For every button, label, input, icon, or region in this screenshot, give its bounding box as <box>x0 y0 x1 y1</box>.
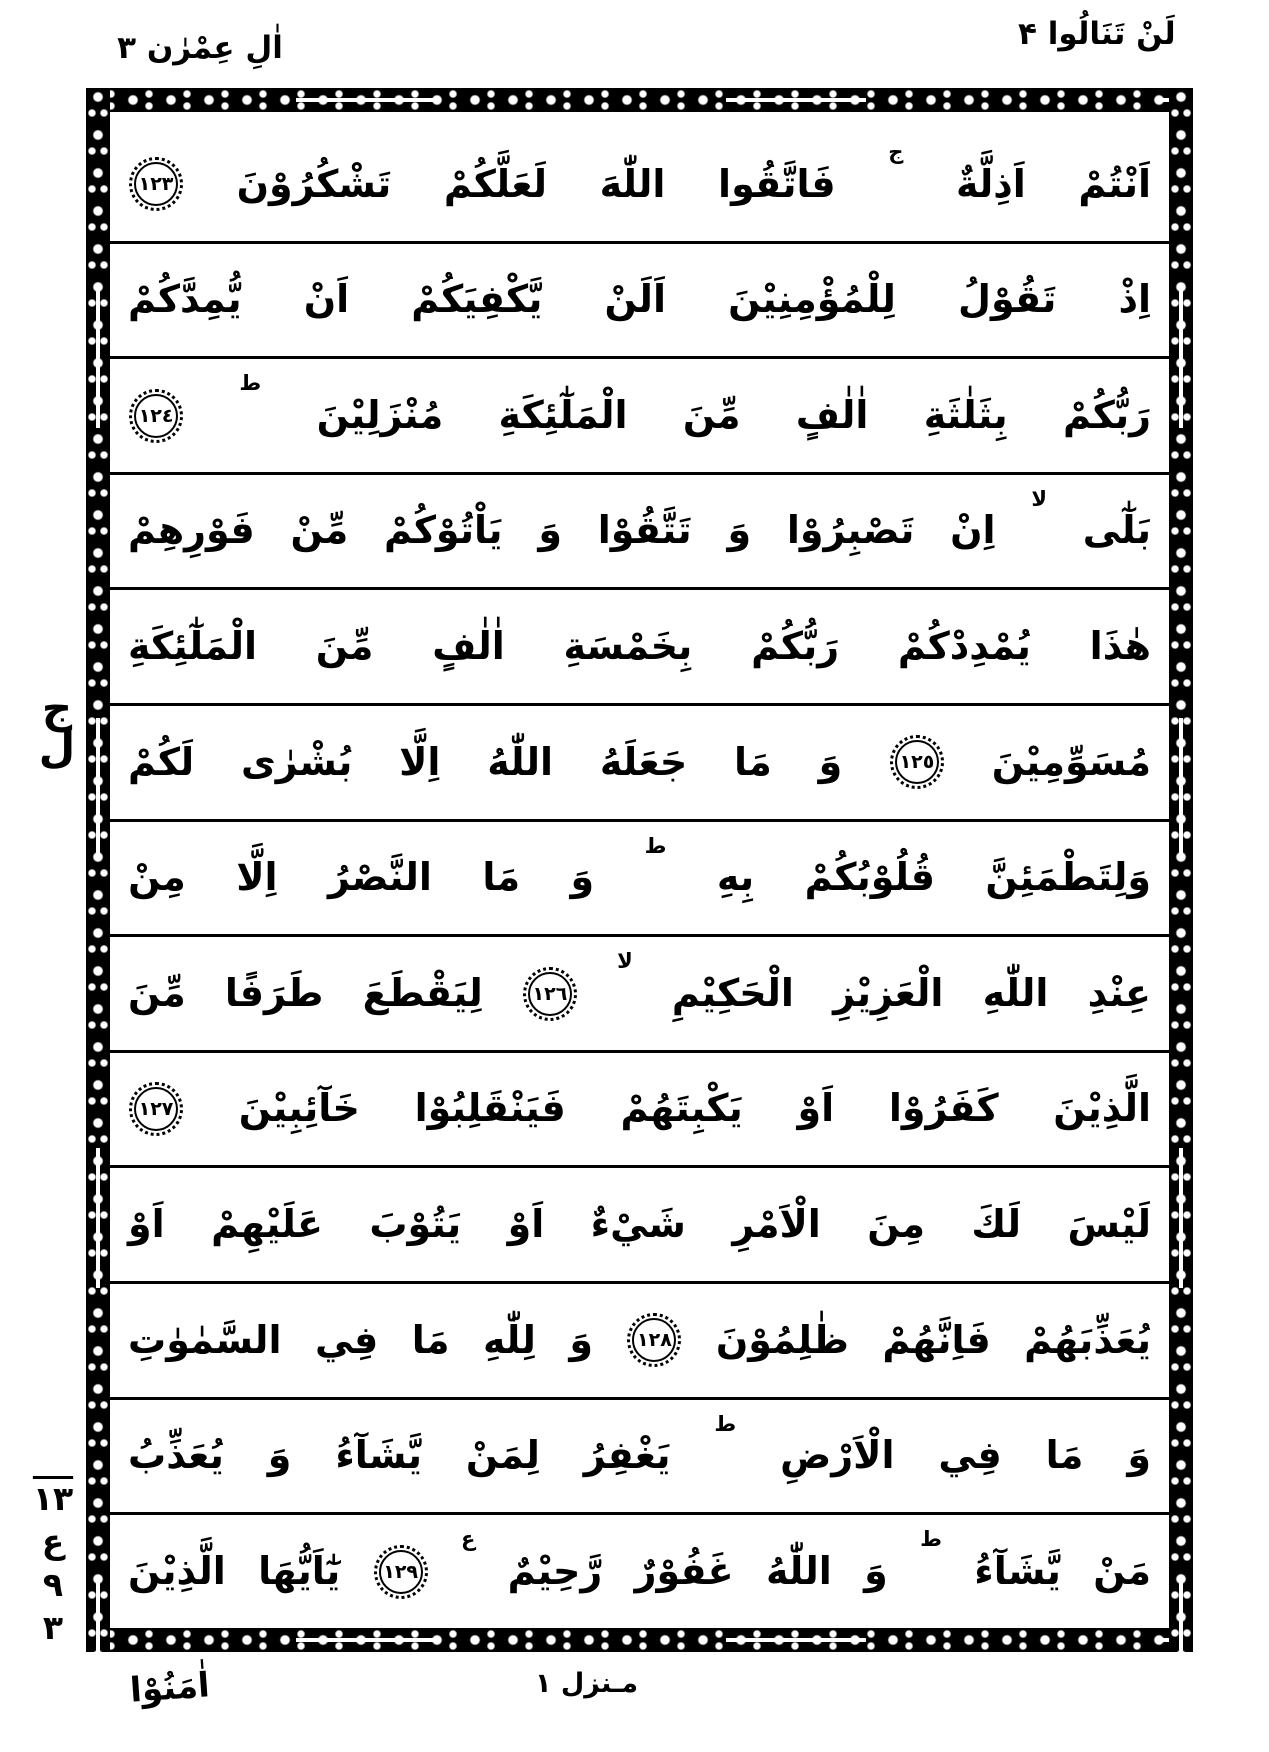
word: لَيْسَ <box>1067 1202 1151 1247</box>
word: بِخَمْسَةِ <box>563 623 693 668</box>
quran-line-10 <box>110 1168 1169 1284</box>
pause-mark: لا <box>1031 486 1047 511</box>
word: عِنْدِ <box>1087 970 1151 1015</box>
word: خَآئِبِيْنَ <box>238 1086 360 1131</box>
word: مَا <box>734 739 772 784</box>
word: وَ <box>538 508 562 553</box>
word: قُلُوْبُكُمْ <box>804 855 935 900</box>
catchword: اٰمَنُوْا <box>128 1665 211 1711</box>
word: اَنْ <box>303 277 350 322</box>
word: اَذِلَّةٌ <box>955 161 1026 206</box>
decorative-frame <box>86 88 1193 1652</box>
word: لِمَنْ <box>465 1433 540 1478</box>
word: وَلِتَطْمَئِنَّ <box>985 855 1151 900</box>
word: مِّنَ <box>128 970 186 1015</box>
word: وَ <box>267 1433 292 1478</box>
word: مِّنَ <box>682 392 741 437</box>
pause-mark: ج <box>888 140 904 164</box>
juz-title: لَنْ تَنَالُوا ۴ <box>1018 16 1176 52</box>
word: لَكُمْ <box>128 739 195 784</box>
quran-line-4 <box>110 475 1169 591</box>
quran-line-3 <box>110 359 1169 475</box>
frame-ornament-bottom <box>86 1628 1193 1652</box>
word: شَيْءٌ <box>590 1202 686 1247</box>
word: مِنْ <box>128 855 186 900</box>
word: يُعَذِّبَهُمْ <box>1024 1317 1151 1362</box>
ayah-number-medallion: ١٢٣ <box>134 162 178 206</box>
word: مَنْ <box>1093 1548 1151 1593</box>
word: النَّصْرُ <box>328 855 432 900</box>
word: فِي <box>938 1433 1002 1478</box>
quran-line-2 <box>110 244 1169 360</box>
word: بَلٰٓى <box>1082 508 1151 553</box>
quran-line-8 <box>110 937 1169 1053</box>
word: كَفَرُوْا <box>888 1086 999 1131</box>
word: بُشْرٰى <box>240 739 353 784</box>
word: يَتُوْبَ <box>369 1202 462 1247</box>
word: يَكْبِتَهُمْ <box>620 1086 743 1131</box>
surah-title: اٰلِ عِمْرٰن ۳ <box>117 30 283 66</box>
word: اِلَّا <box>399 739 441 784</box>
word: الْمَلٰٓئِكَةِ <box>128 623 257 668</box>
word: لِلْمُؤْمِنِيْنَ <box>728 277 896 322</box>
word: يَّكْفِيَكُمْ <box>411 277 543 322</box>
word: الَّذِيْنَ <box>128 1548 226 1593</box>
word: بِهِ <box>716 855 755 900</box>
word: تَتَّقُوْا <box>597 508 692 553</box>
word: الَّذِيْنَ <box>1053 1086 1151 1131</box>
word: ظٰلِمُوْنَ <box>715 1317 849 1362</box>
ayah-number-medallion: ١٢٥ <box>895 740 939 784</box>
word: اَوْ <box>797 1086 835 1131</box>
word: الْاَرْضِ <box>780 1433 895 1478</box>
word: اَنْتُمْ <box>1078 161 1151 206</box>
pause-mark: ع <box>460 1527 476 1552</box>
word: اِنْ <box>950 508 996 553</box>
word: وَ <box>569 1317 593 1362</box>
word: مِّنَ <box>315 623 374 668</box>
word: يَغْفِرُ <box>583 1433 671 1478</box>
ayah-number-medallion: ١٢٨ <box>632 1318 676 1362</box>
word: وَ <box>818 739 843 784</box>
word: لِلّٰهِ <box>483 1317 536 1362</box>
word: مُنْزَلِيْنَ <box>316 392 444 437</box>
word: الْاَمْرِ <box>732 1202 821 1247</box>
word: هٰذَا <box>1089 623 1151 668</box>
word: تَشْكُرُوْنَ <box>236 161 392 206</box>
quran-line-9 <box>110 1053 1169 1169</box>
word: يَّشَآءُ <box>974 1548 1061 1593</box>
ruku-stack-glyph: ٣ <box>42 1607 64 1647</box>
margin-pause-top: ج <box>41 683 73 732</box>
pause-mark: لا <box>617 949 633 974</box>
word: اَلَنْ <box>604 277 666 322</box>
word: اِذْ <box>1118 277 1151 322</box>
quran-line-7 <box>110 822 1169 938</box>
word: السَّمٰوٰتِ <box>128 1317 282 1362</box>
text-rows <box>110 112 1169 1628</box>
word: فَاتَّقُوا <box>718 161 836 206</box>
pause-mark: ط <box>239 371 262 396</box>
frame-ornament-left <box>86 88 110 1652</box>
pause-mark: ط <box>714 1411 737 1436</box>
word: غَفُوْرٌ <box>634 1548 734 1593</box>
word: الْمَلٰٓئِكَةِ <box>498 392 628 437</box>
word: وَ <box>864 1548 888 1593</box>
word: مَا <box>482 855 521 900</box>
quran-line-5 <box>110 590 1169 706</box>
word: فِي <box>314 1317 379 1362</box>
quran-line-1 <box>110 128 1169 244</box>
word: الْحَكِيْمِ <box>671 970 794 1015</box>
frame-ornament-top <box>86 88 1193 112</box>
pause-mark: ط <box>644 833 667 858</box>
word: مِّنْ <box>290 508 349 553</box>
pause-mark: ط <box>920 1527 942 1552</box>
frame-ornament-right <box>1169 88 1193 1652</box>
word: يَّشَآءُ <box>335 1433 422 1478</box>
word: تَصْبِرُوْا <box>786 508 915 553</box>
word: رَبُّكُمْ <box>751 623 840 668</box>
ruku-stack-glyph: ١٣ <box>32 1479 74 1518</box>
quran-line-6 <box>110 706 1169 822</box>
ayah-number-medallion: ١٢٤ <box>134 394 178 438</box>
word: فَاِنَّهُمْ <box>882 1317 991 1362</box>
word: فَيَنْقَلِبُوْا <box>414 1086 566 1131</box>
quran-line-13 <box>110 1515 1169 1628</box>
word: وَ <box>570 855 595 900</box>
word: بِثَلٰثَةِ <box>923 392 1008 437</box>
word: رَبُّكُمْ <box>1062 392 1151 437</box>
word: مِنَ <box>867 1202 925 1247</box>
word: الْعَزِيْزِ <box>833 970 944 1015</box>
word: اللّٰهَ <box>599 161 666 206</box>
ayah-number-medallion: ١٢٦ <box>528 972 572 1016</box>
word: لَعَلَّكُمْ <box>443 161 548 206</box>
word: يٰٓاَيُّهَا <box>258 1548 341 1593</box>
word: مَا <box>1045 1433 1084 1478</box>
word: اٰلٰفٍ <box>795 392 869 437</box>
word: وَ <box>1127 1433 1151 1478</box>
word: لِيَقْطَعَ <box>362 970 483 1015</box>
word: لَكَ <box>971 1202 1022 1247</box>
ruku-stack-glyph: ع <box>41 1521 65 1561</box>
quran-line-11 <box>110 1284 1169 1400</box>
word: اللّٰهُ <box>765 1548 832 1593</box>
word: عَلَيْهِمْ <box>211 1202 323 1247</box>
word: جَعَلَهُ <box>599 739 688 784</box>
word: اِلَّا <box>236 855 278 900</box>
ayah-number-medallion: ١٢٩ <box>379 1550 423 1594</box>
word: تَقُوْلُ <box>957 277 1057 322</box>
word: طَرَفًا <box>224 970 324 1015</box>
word: اَوْ <box>128 1202 165 1247</box>
word: اٰلٰفٍ <box>432 623 505 668</box>
word: وَ <box>727 508 752 553</box>
manzil-label: مـنزل ۱ <box>535 1668 639 1699</box>
ruku-stack-glyph: ٩ <box>42 1564 64 1604</box>
word: مَا <box>411 1317 450 1362</box>
word: مُسَوِّمِيْنَ <box>991 739 1151 784</box>
word: اللّٰهِ <box>982 970 1049 1015</box>
word: يُعَذِّبُ <box>128 1433 224 1478</box>
word: رَّحِيْمٌ <box>507 1548 603 1593</box>
margin-pause-bottom: ل <box>38 722 76 772</box>
word: فَوْرِهِمْ <box>128 508 255 553</box>
word: يَاْتُوْكُمْ <box>384 508 503 553</box>
word: اللّٰهُ <box>487 739 554 784</box>
word: يُّمِدَّكُمْ <box>128 277 242 322</box>
ayah-number-medallion: ١٢٧ <box>134 1087 178 1131</box>
word: يُمْدِدْكُمْ <box>897 623 1031 668</box>
margin-pause-annotation <box>30 683 84 772</box>
word: اَوْ <box>507 1202 545 1247</box>
margin-ruku-annotation <box>22 1478 84 1650</box>
quran-line-12 <box>110 1400 1169 1516</box>
